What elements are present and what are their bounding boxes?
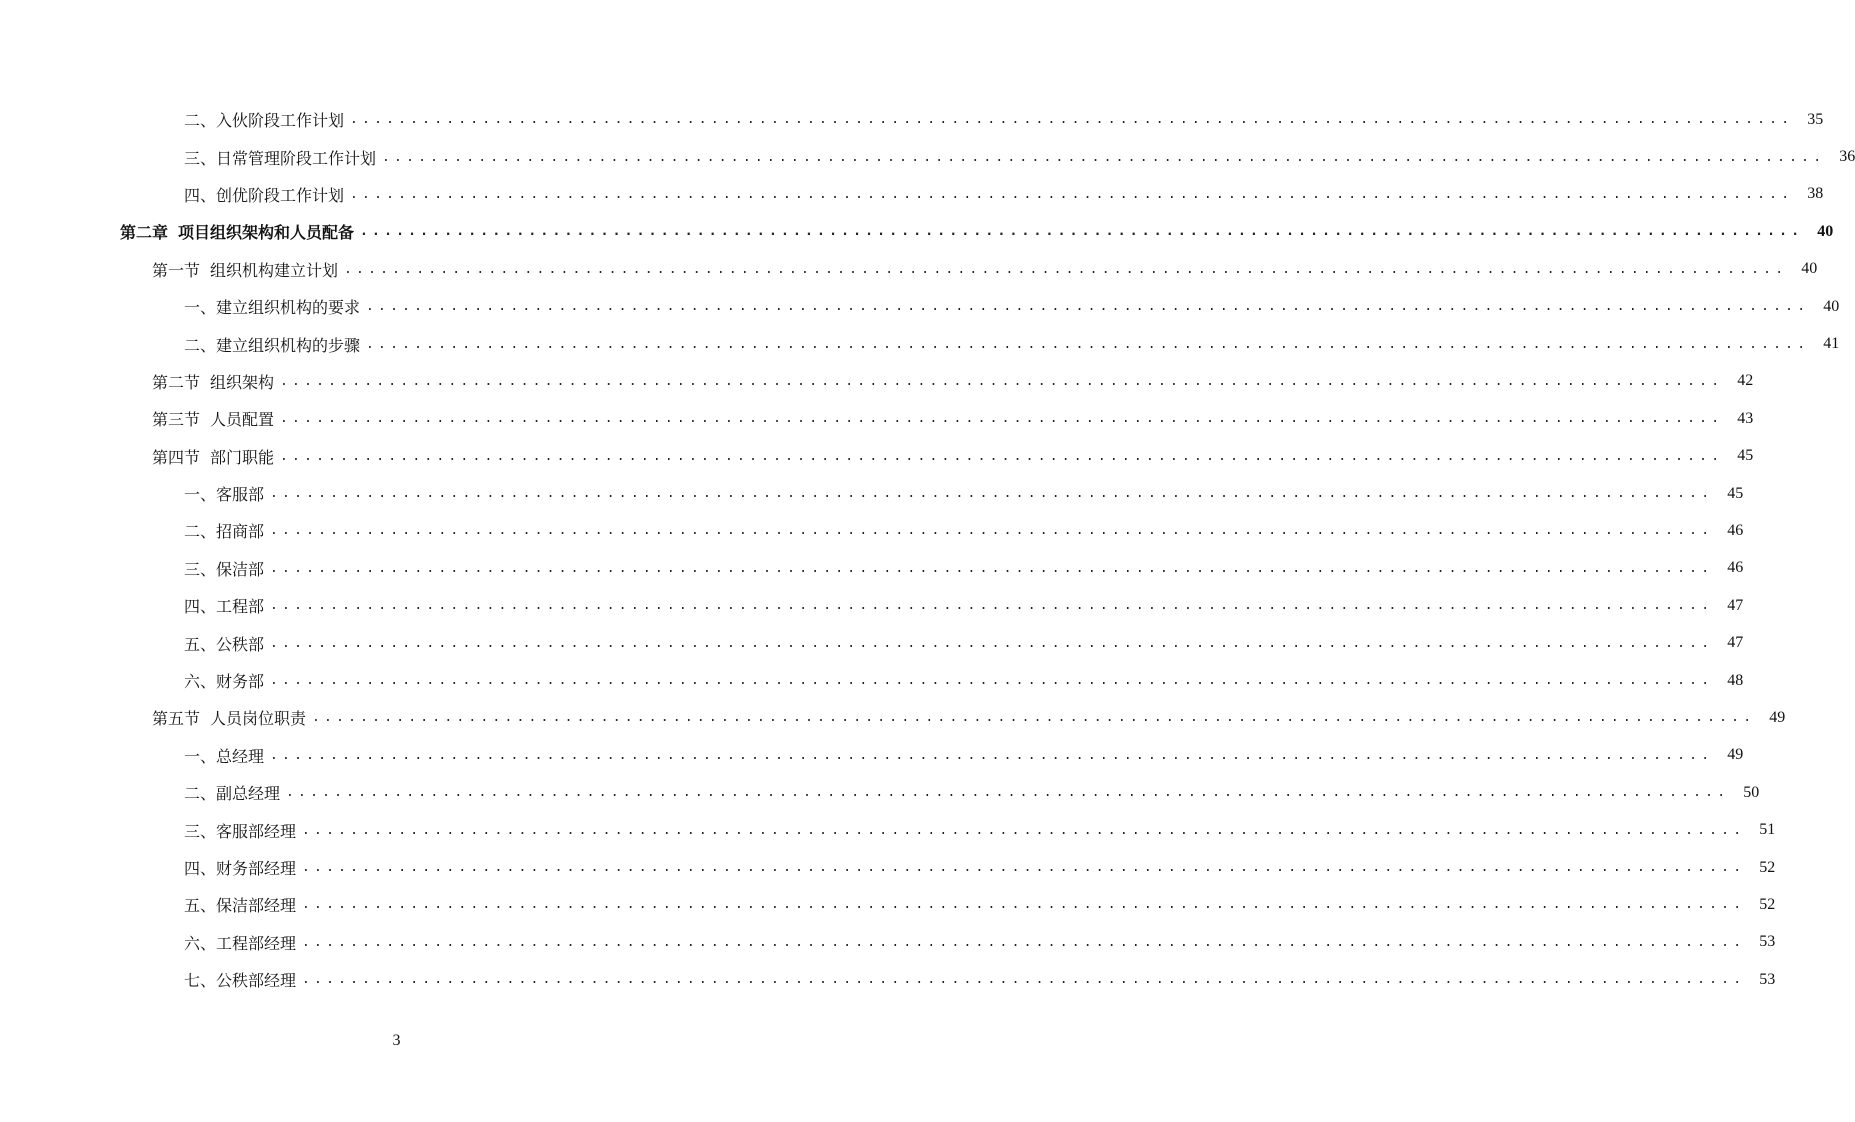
toc-entry[interactable]: [0, 475, 1744, 512]
toc-entry[interactable]: [0, 737, 1744, 774]
dot-leader: ........................................................................................................................: [286, 785, 1730, 801]
toc-entry-title: [120, 220, 354, 243]
toc-entry-text: 二、副总经理: [184, 784, 281, 804]
toc-entry[interactable]: [0, 886, 1776, 923]
toc-entry-page: 53: [1759, 933, 1776, 951]
toc-entry-title: [184, 183, 344, 206]
dot-leader: ........................................................................................................................: [350, 112, 1794, 128]
toc-entry-title: [184, 931, 296, 954]
toc-entry[interactable]: [0, 587, 1744, 624]
toc-entry-title: [184, 744, 264, 767]
toc-entry-text: 五、保洁部经理: [184, 896, 297, 916]
toc-entry-page: 51: [1759, 821, 1776, 839]
toc-entry-page: 35: [1807, 110, 1824, 128]
dot-leader: ........................................................................................................................: [270, 635, 1714, 651]
toc-entry[interactable]: [0, 138, 1855, 175]
toc-entry[interactable]: [0, 774, 1760, 811]
dot-leader: ........................................................................................................................: [280, 373, 1724, 389]
toc-entry-page: 52: [1759, 858, 1776, 876]
toc-entry-text: 五、公秩部: [184, 634, 265, 654]
dot-leader: ........................................................................................................................: [270, 486, 1714, 502]
toc-entry-title: [152, 445, 274, 468]
dot-leader: ........................................................................................................................: [302, 822, 1746, 838]
toc-entry[interactable]: [0, 662, 1744, 699]
dot-leader: ........................................................................................................................: [270, 747, 1714, 763]
toc-entry-text: 四、工程部: [184, 597, 265, 617]
dot-leader: ........................................................................................................................: [366, 336, 1810, 352]
toc-entry-text: 四、财务部经理: [184, 859, 297, 878]
toc-entry-page: 40: [1823, 297, 1840, 315]
toc-entry-text: 人员岗位职责: [210, 709, 307, 729]
toc-entry-text: 二、招商部: [184, 522, 265, 542]
toc-entry-title: [184, 482, 264, 505]
toc-entry-text: 部门职能: [210, 447, 275, 467]
toc-entry-text: 二、入伙阶段工作计划: [184, 111, 345, 131]
toc-entry-title: [184, 632, 264, 655]
toc-entry-text: 一、客服部: [184, 485, 265, 505]
toc-entry-page: 36: [1839, 148, 1855, 166]
toc-entry-text: 组织机构建立计划: [210, 260, 339, 280]
dot-leader: ........................................................................................................................: [302, 934, 1746, 950]
toc-entry-page: 53: [1759, 970, 1776, 988]
toc-entry-text: 六、工程部经理: [184, 933, 297, 953]
dot-leader: ........................................................................................................................: [280, 411, 1724, 427]
toc-entry-page: 40: [1801, 260, 1818, 278]
toc-entry-title: [184, 781, 280, 804]
toc-entry-page: 46: [1727, 521, 1744, 539]
toc-entry-prefix: 第一节: [152, 260, 201, 280]
toc-entry-text: 组织架构: [210, 372, 275, 392]
toc-entry[interactable]: [0, 550, 1744, 587]
toc-entry-title: [152, 407, 274, 430]
toc-entry-title: [184, 519, 264, 542]
toc-entry-text: 人员配置: [210, 410, 275, 430]
toc-entry-page: 45: [1737, 447, 1754, 465]
toc-entry-title: [184, 108, 344, 131]
toc-entry-title: [184, 594, 264, 617]
toc-entry-title: [184, 819, 296, 842]
dot-leader: ........................................................................................................................: [270, 523, 1714, 539]
toc-entry-text: 七、公秩部经理: [184, 971, 297, 991]
toc-entry-title: [184, 669, 264, 692]
toc-entry-prefix: 第三节: [152, 410, 201, 430]
toc-entry[interactable]: [0, 325, 1840, 362]
toc-entry-page: 38: [1807, 185, 1824, 203]
dot-leader: ........................................................................................................................: [302, 897, 1746, 913]
toc-entry-page: 41: [1823, 335, 1840, 353]
toc-entry[interactable]: [0, 213, 1834, 250]
dot-leader: ........................................................................................................................: [382, 149, 1826, 165]
toc-entry[interactable]: [0, 251, 1818, 288]
dot-leader: ........................................................................................................................: [270, 598, 1714, 614]
toc-entry[interactable]: [0, 400, 1754, 437]
dot-leader: ........................................................................................................................: [270, 560, 1714, 576]
toc-entry-text: 三、日常管理阶段工作计划: [184, 148, 377, 168]
toc-entry[interactable]: [0, 811, 1776, 848]
toc-entry-title: [152, 258, 338, 281]
toc-entry[interactable]: [0, 288, 1840, 325]
toc-entry-page: 45: [1727, 484, 1744, 502]
toc-entry-text: 一、建立组织机构的要求: [184, 298, 361, 318]
toc-entry-prefix: 第二章: [120, 223, 169, 243]
dot-leader: ........................................................................................................................: [302, 860, 1746, 875]
toc-entry[interactable]: [0, 924, 1776, 961]
toc-entry[interactable]: [0, 101, 1824, 138]
toc-entry-title: [184, 333, 360, 356]
toc-entry-prefix: 第五节: [152, 709, 201, 729]
toc-entry-text: 六、财务部: [184, 672, 265, 692]
dot-leader: ........................................................................................................................: [366, 299, 1810, 315]
dot-leader: ........................................................................................................................: [360, 224, 1804, 240]
toc-entry-prefix: 第四节: [152, 447, 201, 467]
dot-leader: ........................................................................................................................: [344, 261, 1788, 277]
toc-entry-page: 47: [1727, 596, 1744, 614]
toc-entry-page: 52: [1759, 895, 1776, 913]
dot-leader: ........................................................................................................................: [350, 186, 1794, 202]
toc-entry-prefix: 第二节: [152, 372, 201, 392]
toc-entry-title: [184, 146, 376, 169]
toc-entry-page: 50: [1743, 783, 1760, 801]
toc-entry[interactable]: [0, 849, 1776, 886]
toc-entry-text: 四、创优阶段工作计划: [184, 185, 345, 205]
table-of-contents: [0, 101, 1855, 998]
toc-entry-page: 42: [1737, 372, 1754, 390]
toc-entry-title: [184, 557, 264, 580]
toc-entry[interactable]: [0, 438, 1754, 475]
toc-entry[interactable]: [0, 176, 1824, 213]
toc-entry-title: [184, 295, 360, 318]
toc-entry-title: [184, 968, 296, 991]
toc-entry-title: [184, 893, 296, 916]
toc-entry[interactable]: [0, 624, 1744, 661]
toc-entry-page: 40: [1817, 222, 1834, 240]
dot-leader: ........................................................................................................................: [280, 448, 1724, 464]
toc-entry-page: 49: [1727, 746, 1744, 764]
toc-entry-page: 47: [1727, 634, 1744, 652]
toc-entry-text: 项目组织架构和人员配备: [178, 223, 355, 243]
toc-entry[interactable]: [0, 363, 1754, 400]
toc-entry-page: 48: [1727, 671, 1744, 689]
dot-leader: ........................................................................................................................: [270, 673, 1714, 689]
toc-entry-page: 49: [1769, 708, 1786, 726]
toc-entry-text: 三、保洁部: [184, 559, 265, 579]
toc-entry-page: 43: [1737, 409, 1754, 427]
dot-leader: ........................................................................................................................: [312, 710, 1756, 726]
toc-entry-title: [152, 706, 306, 729]
toc-entry-page: 46: [1727, 559, 1744, 577]
toc-entry[interactable]: [0, 961, 1776, 998]
toc-entry-title: [152, 370, 274, 393]
toc-entry-text: 三、客服部经理: [184, 821, 297, 841]
toc-entry[interactable]: [0, 699, 1786, 736]
toc-entry-text: 一、总经理: [184, 746, 265, 766]
toc-entry[interactable]: [0, 512, 1744, 549]
toc-entry-title: [184, 856, 296, 879]
toc-entry-text: 二、建立组织机构的步骤: [184, 335, 361, 355]
page-number: 3: [392, 1032, 401, 1049]
dot-leader: ........................................................................................................................: [302, 972, 1746, 988]
